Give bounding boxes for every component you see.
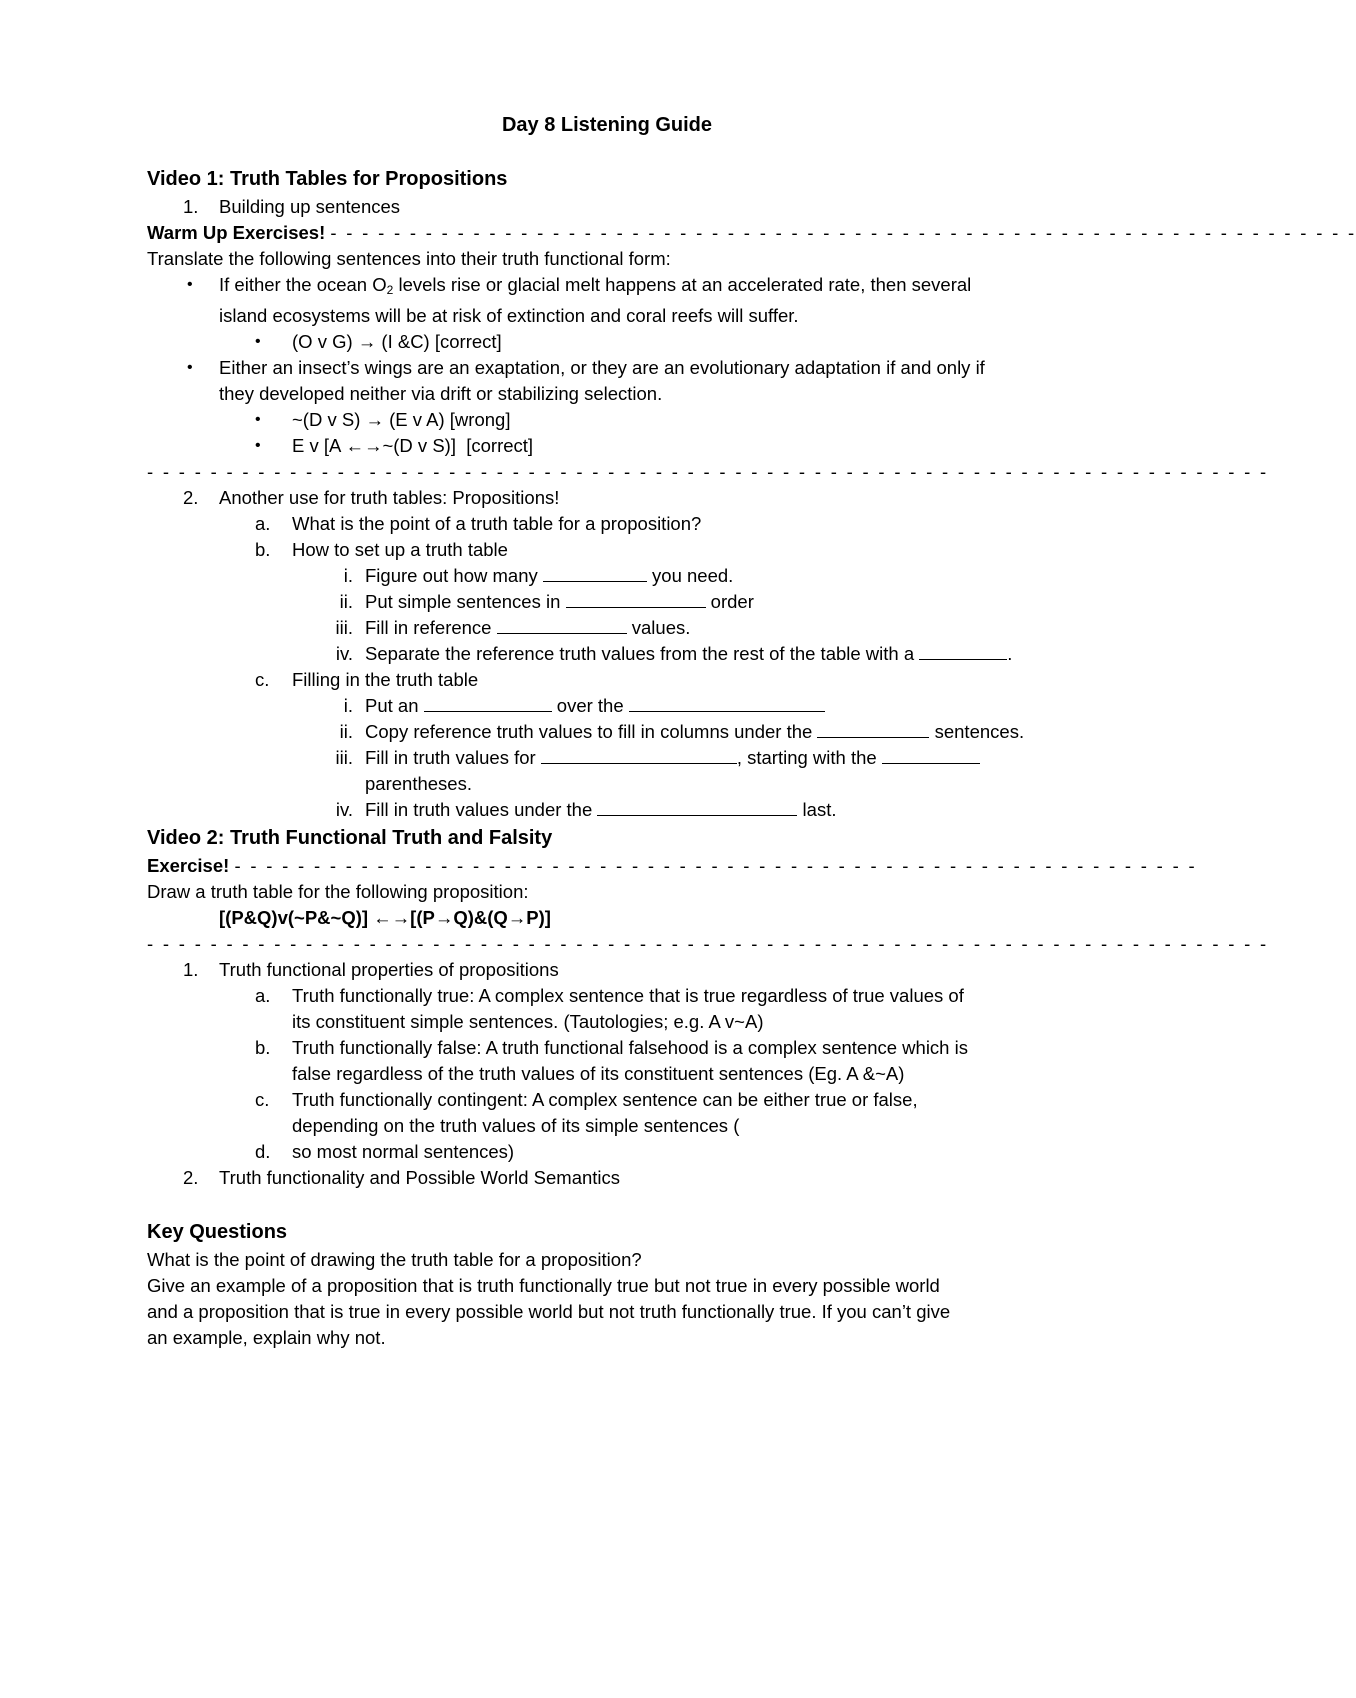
item-2c-ii: ii. Copy reference truth values to fill in columns under the sentences. xyxy=(339,721,1025,742)
bullet-insect: • Either an insect’s wings are an exaptation, or they are an evolutionary adaptation if and only if xyxy=(147,355,1067,381)
item-1c: c. Truth functionally contingent: A complex sentence can be either true or false, xyxy=(255,1089,918,1110)
item-2c-i: i. Put an over the xyxy=(147,693,1067,719)
answer-insect-wrong: • ~(D v S) → (E v A) [wrong] xyxy=(147,407,1067,433)
item-2c-iii-cont: parentheses. xyxy=(365,773,472,794)
bullet-ocean: • If either the ocean $O_2$ levels rise or glacial melt happens at an accelerated rate, then several xyxy=(147,272,1067,303)
video1-item-2: 2. Another use for truth tables: Propositions! xyxy=(183,487,560,508)
key-question-1: What is the point of drawing the truth table for a proposition? xyxy=(147,1249,642,1270)
key-question-2-line3: an example, explain why not. xyxy=(147,1327,386,1348)
bullet-ocean-cont: island ecosystems will be at risk of extinction and coral reefs will suffer. xyxy=(219,305,799,326)
item-1a-cont: its constituent simple sentences. (Tautologies; e.g. A v~A) xyxy=(292,1011,764,1032)
fill-in-blank[interactable] xyxy=(629,693,825,712)
key-question-2-line1: Give an example of a proposition that is truth functionally true but not true in every possible world xyxy=(147,1275,940,1296)
video1-heading: Video 1: Truth Tables for Propositions xyxy=(147,168,508,190)
item-1c-cont: depending on the truth values of its simple sentences ( xyxy=(292,1115,740,1136)
exercise-instruction: Draw a truth table for the following proposition: xyxy=(147,881,529,902)
fill-in-blank[interactable] xyxy=(817,719,929,738)
fill-in-blank[interactable] xyxy=(543,563,647,582)
item-1d: d. so most normal sentences) xyxy=(255,1141,515,1162)
answer-insect-correct: • E v [A ←→~(D v S)] [correct] xyxy=(147,433,1067,459)
dash-rule-1: - - - - - - - - - - - - - - - - - - - - - - - - - - - - - - - - - - - - - - - - - - - - - - - - - - - - - - - - - - - - - - - - - - - - - - - xyxy=(147,461,1269,482)
dash-rule-2: - - - - - - - - - - - - - - - - - - - - - - - - - - - - - - - - - - - - - - - - - - - - - - - - - - - - - - - - - - - - - - - - - - - - - - - xyxy=(147,933,1269,954)
video2-item-1: 1. Truth functional properties of propositions xyxy=(183,959,559,980)
item-2b-ii: ii. Put simple sentences in order xyxy=(339,591,754,612)
document-page xyxy=(147,112,1356,1351)
exercise-header xyxy=(147,853,1197,879)
fill-in-blank[interactable] xyxy=(566,589,706,608)
item-1a: a. Truth functionally true: A complex sentence that is true regardless of true values of xyxy=(255,985,964,1006)
translate-instruction: Translate the following sentences into their truth functional form: xyxy=(147,248,671,269)
key-questions-heading: Key Questions xyxy=(147,1221,288,1243)
video2-item-2: 2. Truth functionality and Possible World Semantics xyxy=(183,1167,621,1188)
key-question-2-line2: and a proposition that is true in every possible world but not truth functionally true. If you can’t give xyxy=(147,1301,951,1322)
fill-in-blank[interactable] xyxy=(541,745,737,764)
item-2c: c. Filling in the truth table xyxy=(255,669,479,690)
item-2c-iii: iii. Fill in truth values for , starting with the xyxy=(147,745,1067,771)
item-1b-cont: false regardless of the truth values of its constituent sentences (Eg. A &~A) xyxy=(292,1063,905,1084)
warmup-header xyxy=(147,220,1356,246)
warmup-dash-rule: - - - - - - - - - - - - - - - - - - - - - - - - - - - - - - - - - - - - - - - - - - - - - - - - - - - - - - - - - - - - - - - - - xyxy=(330,222,1356,243)
video1-item-1: 1. Building up sentences xyxy=(183,196,401,217)
item-2c-iv: iv. Fill in truth values under the last. xyxy=(335,799,837,820)
fill-in-blank[interactable] xyxy=(597,797,797,816)
spacer xyxy=(147,1191,1067,1217)
fill-in-blank[interactable] xyxy=(424,693,552,712)
item-2b-iv: iv. Separate the reference truth values from the rest of the table with a . xyxy=(335,643,1013,664)
warmup-label: Warm Up Exercises! xyxy=(147,222,326,243)
answer-ocean: • (O v G) → (I &C) [correct] xyxy=(147,329,1067,355)
item-2a: a. What is the point of a truth table for a proposition? xyxy=(255,513,702,534)
item-2b-iii: iii. Fill in reference values. xyxy=(335,617,691,638)
item-1b: b. Truth functionally false: A truth functional falsehood is a complex sentence which is xyxy=(255,1037,968,1058)
item-2b: b. How to set up a truth table xyxy=(255,539,508,560)
video2-heading: Video 2: Truth Functional Truth and Falsity xyxy=(147,827,553,849)
fill-in-blank[interactable] xyxy=(497,615,627,634)
document-title: Day 8 Listening Guide xyxy=(501,114,713,136)
exercise-formula: [(P&Q)v(~P&~Q)] ←→[(P→Q)&(Q→P)] xyxy=(219,907,551,928)
fill-in-blank[interactable] xyxy=(882,745,980,764)
exercise-label: Exercise! xyxy=(147,855,230,876)
exercise-dash-rule: - - - - - - - - - - - - - - - - - - - - - - - - - - - - - - - - - - - - - - - - - - - - - - - - - - - - - - - - - - - - - xyxy=(234,855,1197,876)
bullet-insect-cont: they developed neither via drift or stabilizing selection. xyxy=(219,383,663,404)
item-2b-i: i. Figure out how many you need. xyxy=(343,565,734,586)
fill-in-blank[interactable] xyxy=(919,641,1007,660)
